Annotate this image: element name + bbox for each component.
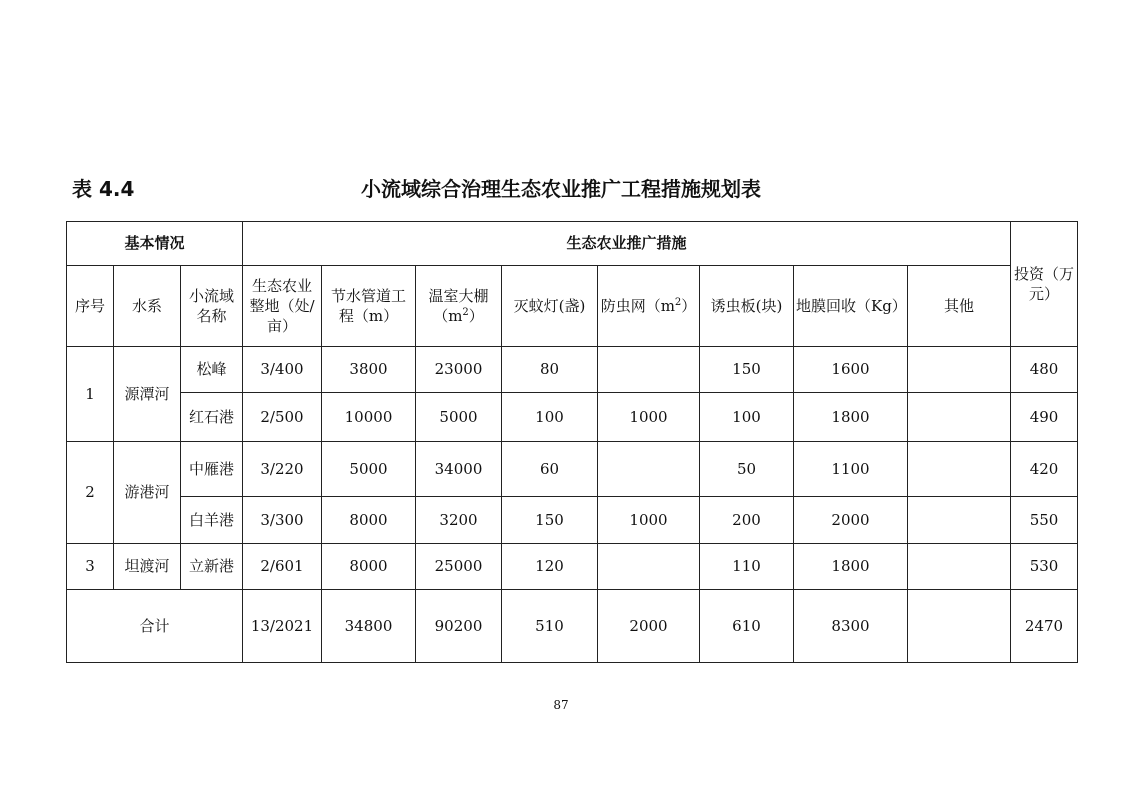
total-row: [67, 590, 1078, 663]
table-row: [67, 497, 1078, 544]
cell-basin: 松峰: [181, 347, 243, 393]
header-greenhouse-sup: 2: [462, 307, 469, 318]
cell-lamp: 100: [502, 393, 598, 442]
cell-invest: 530: [1011, 544, 1078, 590]
cell-lamp: 60: [502, 442, 598, 497]
cell-board: 200: [700, 497, 794, 544]
header-water-system: 水系: [114, 266, 181, 347]
cell-lamp: 120: [502, 544, 598, 590]
total-land: 13/2021: [243, 590, 322, 663]
cell-basin: 中雁港: [181, 442, 243, 497]
cell-net: [598, 544, 700, 590]
header-board: 诱虫板(块): [700, 266, 794, 347]
header-row-columns: [67, 266, 1078, 347]
total-label: 合计: [67, 590, 243, 663]
header-greenhouse-text: 温室大棚（m: [428, 286, 489, 325]
cell-board: 150: [700, 347, 794, 393]
cell-other: [908, 393, 1011, 442]
total-lamp: 510: [502, 590, 598, 663]
total-other: [908, 590, 1011, 663]
cell-land: 2/601: [243, 544, 322, 590]
cell-lamp: 80: [502, 347, 598, 393]
header-net: [598, 266, 700, 347]
cell-pipe: 10000: [322, 393, 416, 442]
cell-net: 1000: [598, 497, 700, 544]
cell-pipe: 5000: [322, 442, 416, 497]
cell-seq: 1: [67, 347, 114, 442]
table-row: [67, 442, 1078, 497]
header-row-groups: [67, 222, 1078, 266]
cell-film: 1800: [794, 544, 908, 590]
header-measures: 生态农业推广措施: [243, 222, 1011, 266]
cell-greenhouse: 3200: [416, 497, 502, 544]
header-film: 地膜回收（Kg）: [794, 266, 908, 347]
header-investment: 投资（万元）: [1011, 222, 1078, 347]
cell-water-system: 坦渡河: [114, 544, 181, 590]
table-number: 表 4.4: [72, 177, 135, 201]
cell-pipe: 8000: [322, 544, 416, 590]
plan-table: [66, 221, 1078, 663]
total-pipe: 34800: [322, 590, 416, 663]
header-net-sup: 2: [674, 296, 682, 308]
header-lamp: 灭蚊灯(盏): [502, 266, 598, 347]
cell-land: 3/400: [243, 347, 322, 393]
cell-greenhouse: 5000: [416, 393, 502, 442]
cell-basin: 红石港: [181, 393, 243, 442]
cell-seq: 2: [67, 442, 114, 544]
header-seq: 序号: [67, 266, 114, 347]
cell-land: 2/500: [243, 393, 322, 442]
cell-net: [598, 347, 700, 393]
table-row: [67, 393, 1078, 442]
header-net-text: 防虫网（m: [600, 296, 675, 315]
cell-invest: 420: [1011, 442, 1078, 497]
table-row: [67, 544, 1078, 590]
cell-greenhouse: 23000: [416, 347, 502, 393]
cell-net: 1000: [598, 393, 700, 442]
cell-board: 110: [700, 544, 794, 590]
header-greenhouse: [416, 266, 502, 347]
cell-greenhouse: 34000: [416, 442, 502, 497]
cell-basin: 白羊港: [181, 497, 243, 544]
header-pipe: 节水管道工程（m）: [322, 266, 416, 347]
header-land-prep: 生态农业整地（处/亩）: [243, 266, 322, 347]
header-basin-name: 小流域名称: [181, 266, 243, 347]
cell-invest: 480: [1011, 347, 1078, 393]
cell-board: 50: [700, 442, 794, 497]
header-other: 其他: [908, 266, 1011, 347]
total-net: 2000: [598, 590, 700, 663]
cell-greenhouse: 25000: [416, 544, 502, 590]
table-title: 小流域综合治理生态农业推广工程措施规划表: [361, 177, 761, 201]
cell-seq: 3: [67, 544, 114, 590]
cell-other: [908, 442, 1011, 497]
cell-film: 1600: [794, 347, 908, 393]
cell-lamp: 150: [502, 497, 598, 544]
cell-invest: 550: [1011, 497, 1078, 544]
total-board: 610: [700, 590, 794, 663]
cell-film: 2000: [794, 497, 908, 544]
header-basic-info: 基本情况: [67, 222, 243, 266]
cell-board: 100: [700, 393, 794, 442]
total-invest: 2470: [1011, 590, 1078, 663]
cell-net: [598, 442, 700, 497]
header-greenhouse-close: ）: [468, 307, 484, 325]
page-number: 87: [553, 698, 569, 712]
cell-water-system: 源潭河: [114, 347, 181, 442]
cell-pipe: 3800: [322, 347, 416, 393]
cell-basin: 立新港: [181, 544, 243, 590]
cell-land: 3/300: [243, 497, 322, 544]
table-row: [67, 347, 1078, 393]
cell-water-system: 游港河: [114, 442, 181, 544]
cell-film: 1800: [794, 393, 908, 442]
cell-other: [908, 347, 1011, 393]
total-film: 8300: [794, 590, 908, 663]
cell-film: 1100: [794, 442, 908, 497]
total-greenhouse: 90200: [416, 590, 502, 663]
cell-land: 3/220: [243, 442, 322, 497]
cell-other: [908, 544, 1011, 590]
cell-pipe: 8000: [322, 497, 416, 544]
cell-other: [908, 497, 1011, 544]
cell-invest: 490: [1011, 393, 1078, 442]
header-net-close: ）: [681, 296, 697, 315]
